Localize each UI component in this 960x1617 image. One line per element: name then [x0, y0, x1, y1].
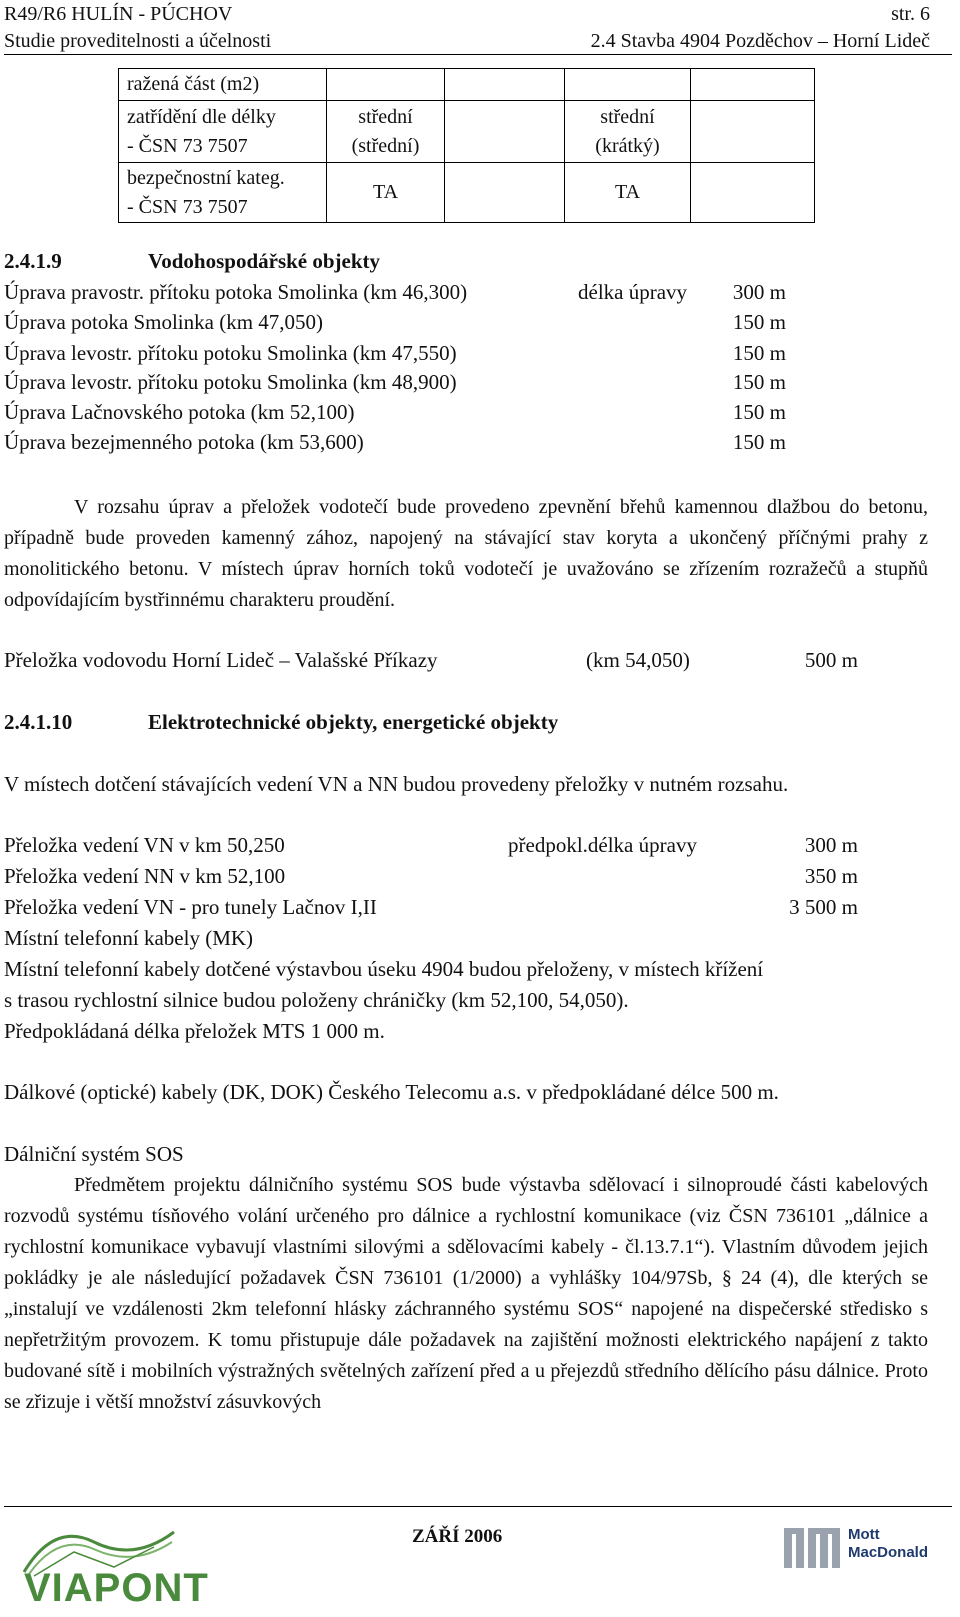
header-rule: [4, 54, 952, 55]
sos-paragraph: Předmětem projektu dálničního systému SOS bude výstavba sdělovací i silnoproudé části kabelových rozvodů systému tísňového volání určeného pro dálnice a rychlostní komunikace (viz ČSN 736101 „dálnice a rychlostní komunikace vybavují vlastními silovými a sdělovacími kabely - čl.13.7.1“). Vlastním důvodem jejich pokládky je ale následující požadavek ČSN 736101 (1/2000) a vyhlášky 104/97Sb, § 24 (4), dle kterých se „instalují ve vzdálenosti 2km telefonní hlásky záchranného systému SOS“ napojené na dispečerské středisko s nepřetržitým provozem. K tomu přistupuje dále požadavek na zajištění možnosti elektrického napájení z takto budované sítě i mobilních výstražných světelných zařízení před a u přejezdů středního dělícího pásu dálnice. Proto se zřizuje i větší množství zásuvkových: [4, 1174, 928, 1413]
viapont-logo-text: VIAPONT: [24, 1566, 209, 1610]
header-page-number: str. 6: [891, 3, 930, 25]
tunnel-spec-table: [118, 68, 815, 223]
list-item: Úprava potoka Smolinka (km 47,050): [4, 310, 324, 334]
list-item: Úprava bezejmenného potoka (km 53,600): [4, 430, 364, 454]
list-item-label: předpokl.délka úpravy: [508, 833, 697, 857]
cell-line: (krátký): [595, 134, 660, 157]
list-item: Úprava pravostr. přítoku potoka Smolinka (km 46,300): [4, 280, 468, 304]
mk-line: Předpokládaná délka přeložek MTS 1 000 m.: [4, 1019, 385, 1043]
table-cell: [691, 101, 815, 163]
list-item-value: 150 m: [732, 341, 786, 365]
table-row: [119, 163, 815, 223]
mk-line: s trasou rychlostní silnice budou položeny chráničky (km 52,100, 54,050).: [4, 988, 629, 1012]
mott-macdonald-logo-mark: [782, 1524, 844, 1570]
list-item-value: 150 m: [732, 430, 786, 454]
cell-line: bezpečnostní kateg.: [127, 166, 285, 189]
section-number: 2.4.1.9: [4, 249, 62, 273]
cell-line: - ČSN 73 7507: [127, 134, 248, 157]
water-works-paragraph: V rozsahu úprav a přeložek vodotečí bude provedeno zpevnění břehů kamennou dlažbou do betonu, případně bude proveden kamenný zához, napojený na stávající stav koryta a ukončený příčnými prahy z monolitického betonu. V místech úprav horních toků vodotečí je uvažováno se zřízením rozražečů a stupňů odpovídajícím bystřinnému charakteru proudění.: [4, 496, 928, 611]
mott-logo-line2: MacDonald: [848, 1544, 929, 1561]
water-main-item: Přeložka vodovodu Horní Lideč – Valašské Příkazy: [4, 648, 438, 672]
list-item: Úprava Lačnovského potoka (km 52,100): [4, 400, 355, 424]
table-cell: [445, 163, 565, 223]
list-item-value: 150 m: [732, 310, 786, 334]
footer-date: ZÁŘÍ 2006: [412, 1526, 503, 1547]
header-study-title: Studie proveditelnosti a účelnosti: [4, 30, 272, 52]
section-heading: Vodohospodářské objekty: [148, 249, 381, 273]
list-item-value: 300 m: [804, 833, 858, 857]
table-cell: [445, 69, 565, 101]
table-cell: [565, 101, 691, 163]
section-heading: Elektrotechnické objekty, energetické objekty: [148, 710, 559, 734]
mott-logo-line1: Mott: [848, 1526, 880, 1543]
sos-title: Dálniční systém SOS: [4, 1142, 184, 1166]
table-cell: [119, 163, 327, 223]
list-item: Přeložka vedení VN v km 50,250: [4, 833, 285, 857]
list-item-value: 150 m: [732, 400, 786, 424]
list-item-value: 350 m: [804, 864, 858, 888]
mk-line: Místní telefonní kabely dotčené výstavbou úseku 4904 budou přeloženy, v místech křížení: [4, 957, 764, 981]
list-item: Přeložka vedení VN - pro tunely Lačnov I,II: [4, 895, 377, 919]
table-row: [119, 69, 815, 101]
cell-line: střední: [358, 105, 413, 128]
cell-line: střední: [600, 105, 655, 128]
cell-line: zatřídění dle délky: [127, 105, 276, 128]
cell-line: (střední): [351, 134, 420, 157]
water-main-value: 500 m: [804, 648, 858, 672]
table-cell: [565, 69, 691, 101]
table-cell: [327, 69, 445, 101]
header-section-title: 2.4 Stavba 4904 Pozděchov – Horní Lideč: [590, 30, 930, 52]
list-item: Úprava levostr. přítoku potoku Smolinka (km 47,550): [4, 341, 457, 365]
table-cell: [327, 101, 445, 163]
list-item-value: 300 m: [732, 280, 786, 304]
cell-line: - ČSN 73 7507: [127, 195, 248, 218]
table-row: [119, 101, 815, 163]
viapont-logo: [14, 1512, 209, 1614]
mk-title: Místní telefonní kabely (MK): [4, 926, 254, 950]
list-item: Úprava levostr. přítoku potoku Smolinka (km 48,900): [4, 370, 457, 394]
list-item-label: délka úpravy: [578, 280, 688, 304]
table-cell: [691, 69, 815, 101]
mott-macdonald-logo: [782, 1520, 932, 1580]
dk-line: Dálkové (optické) kabely (DK, DOK) Českého Telecomu a.s. v předpokládané délce 500 m.: [4, 1080, 779, 1104]
table-cell: [119, 101, 327, 163]
list-item-value: 150 m: [732, 370, 786, 394]
table-cell: [691, 163, 815, 223]
table-cell: [445, 101, 565, 163]
electro-intro: V místech dotčení stávajících vedení VN a NN budou provedeny přeložky v nutném rozsahu.: [4, 772, 789, 796]
footer-rule: [4, 1506, 952, 1507]
table-cell: TA: [565, 163, 691, 223]
water-main-km: (km 54,050): [586, 648, 690, 672]
list-item-value: 3 500 m: [789, 895, 858, 919]
header-project-title: R49/R6 HULÍN - PÚCHOV: [4, 3, 233, 25]
table-cell: ražená část (m2): [119, 69, 327, 101]
section-number: 2.4.1.10: [4, 710, 73, 734]
table-cell: TA: [327, 163, 445, 223]
list-item: Přeložka vedení NN v km 52,100: [4, 864, 286, 888]
